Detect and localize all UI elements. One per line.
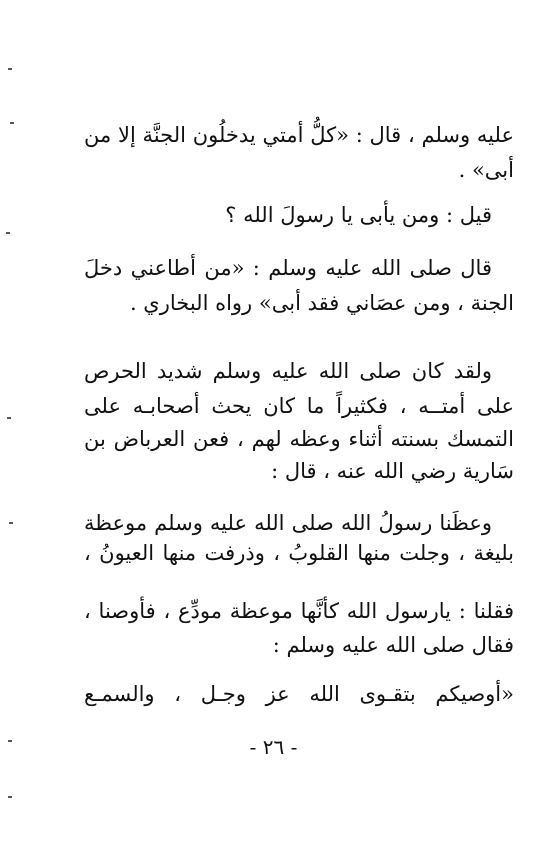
text-line: فقلنا : يارسول الله كأنَّها موعظة مودِّع ، فأوصنا ، (84, 599, 514, 623)
text-line: الجنة ، ومن عصَاني فقد أبى» رواه البخاري . (129, 291, 514, 315)
scan-mark (6, 232, 10, 234)
text-line: ولقد كان صلى الله عليه وسلم شديد الحرص (84, 359, 492, 383)
text-line: «أوصيكم بتقـوى الله عز وجـل ، والسمـع (84, 682, 514, 706)
text-line: بليغة ، وجلت منها القلوبُ ، وذرفت منها العيونُ ، (84, 541, 514, 565)
text-line: أبى» . (458, 158, 514, 182)
text-line: سَارية رضي الله عنه ، قال : (271, 459, 514, 483)
scan-mark (7, 417, 11, 419)
text-line: فقال صلى الله عليه وسلم : (272, 633, 514, 657)
text-line: قيل : ومن يأبى يا رسولَ الله ؟ (225, 203, 492, 227)
scan-mark (8, 796, 12, 798)
text-line: التمسك بسنته أثناء وعظه لهم ، فعن العرباض بن (84, 427, 514, 451)
scan-mark (9, 522, 13, 524)
text-line: عليه وسلم ، قال : «كلُّ أمتي يدخلُون الجنَّة إلا من (84, 123, 514, 147)
scan-mark (8, 68, 12, 70)
text-line: وعظَنا رسولُ الله صلى الله عليه وسلم موعظة (84, 511, 492, 535)
scan-mark (10, 122, 14, 124)
text-line: على أمتــه ، فكثيراً ما كان يحث أصحابـه على (84, 394, 514, 418)
page-number: - ٢٦ - (249, 735, 298, 759)
text-line: قال صلى الله عليه وسلم : «من أطاعني دخلَ (84, 256, 492, 280)
